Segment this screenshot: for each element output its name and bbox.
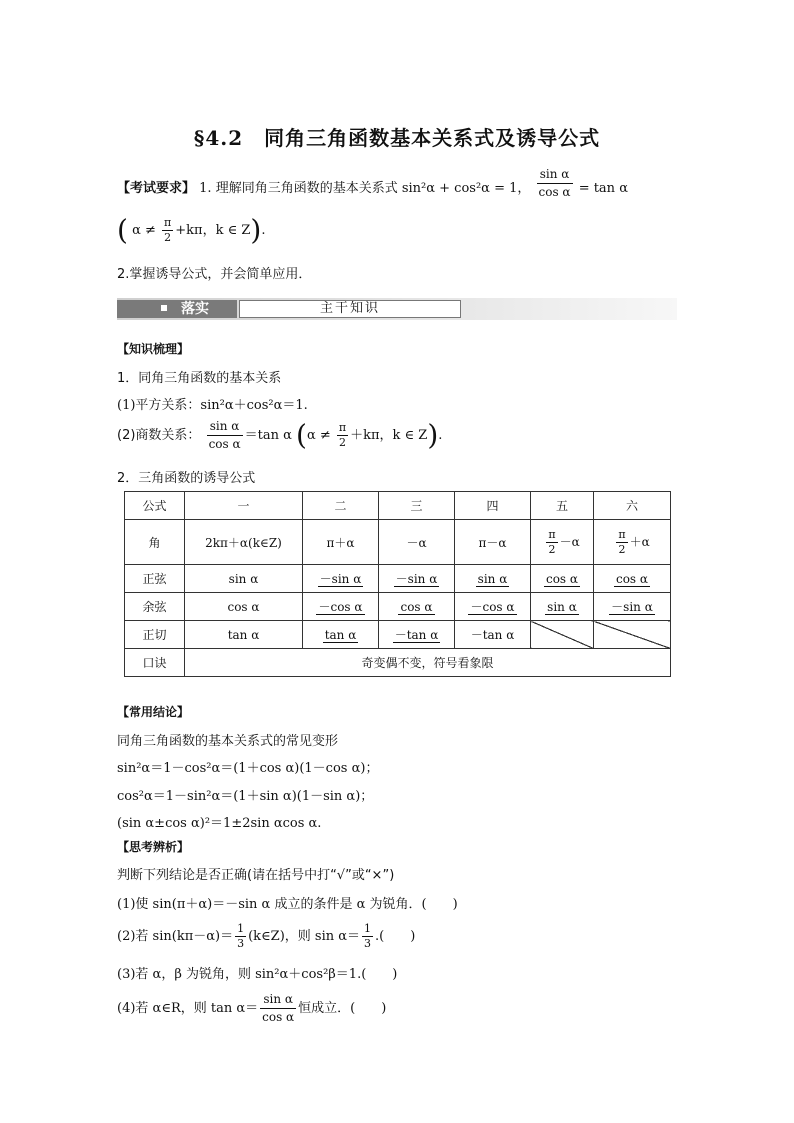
mnemonic: 奇变偶不变，符号看象限 xyxy=(185,649,671,677)
conclusion-line-2: cos²α＝1－sin²α＝(1＋sin α)(1－sin α)； xyxy=(117,789,374,804)
exam-tag: 【考试要求】 xyxy=(117,181,196,196)
question-3: (3)若 α，β 为锐角，则 sin²α＋cos²β＝1.( ) xyxy=(117,967,398,982)
square-icon xyxy=(161,305,167,311)
exam-requirements-line1 xyxy=(117,167,628,201)
conclusion-tag: 【常用结论】 xyxy=(117,705,190,719)
knowledge-heading-2: 2．三角函数的诱导公式 xyxy=(117,471,256,486)
sin-over-cos-fraction: $\frac{\text{sin α}}{\text{cos α}}$ xyxy=(208,419,241,451)
conclusion-line-1: sin²α＝1－cos²α＝(1＋cos α)(1－cos α)； xyxy=(117,761,379,776)
exam-line1-tail: = tan α xyxy=(578,181,628,196)
pi-over-2-fraction: $\frac{\pi}{2}$ xyxy=(164,216,172,244)
table-row: 正切 tan α tan α －tan α －tan α xyxy=(125,621,671,649)
table-row: 口诀 奇变偶不变，符号看象限 xyxy=(125,649,671,677)
table-row: 角 2kπ＋α(k∈Z) π＋α －α π－α $\frac{\pi}{2}$ －α $\frac{\pi}{2}$ ＋α xyxy=(125,520,671,565)
quotient-relation: (2)商数关系： $\frac{\text{sin α}}{\text{cos α}}$ ＝tan α (α ≠ $\frac{\pi}{2}$ ＋kπ，k ∈ Z). xyxy=(117,418,443,452)
conclusion-line-3: (sin α±cos α)²＝1±2sin αcos α. xyxy=(117,816,322,831)
induction-formula-table xyxy=(124,491,671,677)
empty-diagonal-cell xyxy=(531,621,594,649)
banner-dark-label: 落实 xyxy=(117,300,237,318)
pi-over-2-fraction: $\frac{\pi}{2}$ xyxy=(338,421,347,449)
think-tag: 【思考辨析】 xyxy=(117,840,190,854)
question-4: (4)若 α∈R，则 tan α＝ $\frac{\text{sin α}}{\text{cos α}}$ 恒成立．( ) xyxy=(117,992,387,1024)
question-1: (1)使 sin(π＋α)＝－sin α 成立的条件是 α 为锐角．( ) xyxy=(117,897,458,912)
table-row: 余弦 cos α －cos α cos α －cos α sin α －sin α xyxy=(125,593,671,621)
square-relation: (1)平方关系：sin²α＋cos²α＝1. xyxy=(117,398,308,413)
table-row: 公式 一 二 三 四 五 六 xyxy=(125,492,671,520)
exam-requirements-line2: ( α ≠ $\frac{\pi}{2}$ +kπ，k ∈ Z). xyxy=(117,213,266,247)
conclusion-heading: 同角三角函数的基本关系式的常见变形 xyxy=(117,734,339,749)
exam-requirements-line3: 2.掌握诱导公式，并会简单应用． xyxy=(117,267,312,282)
knowledge-tag: 【知识梳理】 xyxy=(117,342,190,356)
question-2: (2)若 sin(kπ－α)＝ $\frac{1}{3}$ (k∈Z)，则 sin α＝ $\frac{1}{3}$ .( ) xyxy=(117,922,416,950)
exam-line1-text: 1. 理解同角三角函数的基本关系式 sin²α + cos²α = 1， xyxy=(199,181,531,196)
knowledge-heading-1: 1．同角三角函数的基本关系 xyxy=(117,371,282,386)
page-title: §4.2 同角三角函数基本关系式及诱导公式 xyxy=(193,126,601,150)
table-row: 正弦 sin α －sin α －sin α sin α cos α cos α xyxy=(125,565,671,593)
section-banner xyxy=(117,298,677,320)
think-intro: 判断下列结论是否正确(请在括号中打“√”或“×”) xyxy=(117,868,395,883)
empty-diagonal-cell xyxy=(594,621,671,649)
sin-over-cos-fraction: $\frac{\text{sin α}}{\text{cos α}}$ xyxy=(538,167,571,199)
banner-light-label: 主干知识 xyxy=(239,300,461,318)
